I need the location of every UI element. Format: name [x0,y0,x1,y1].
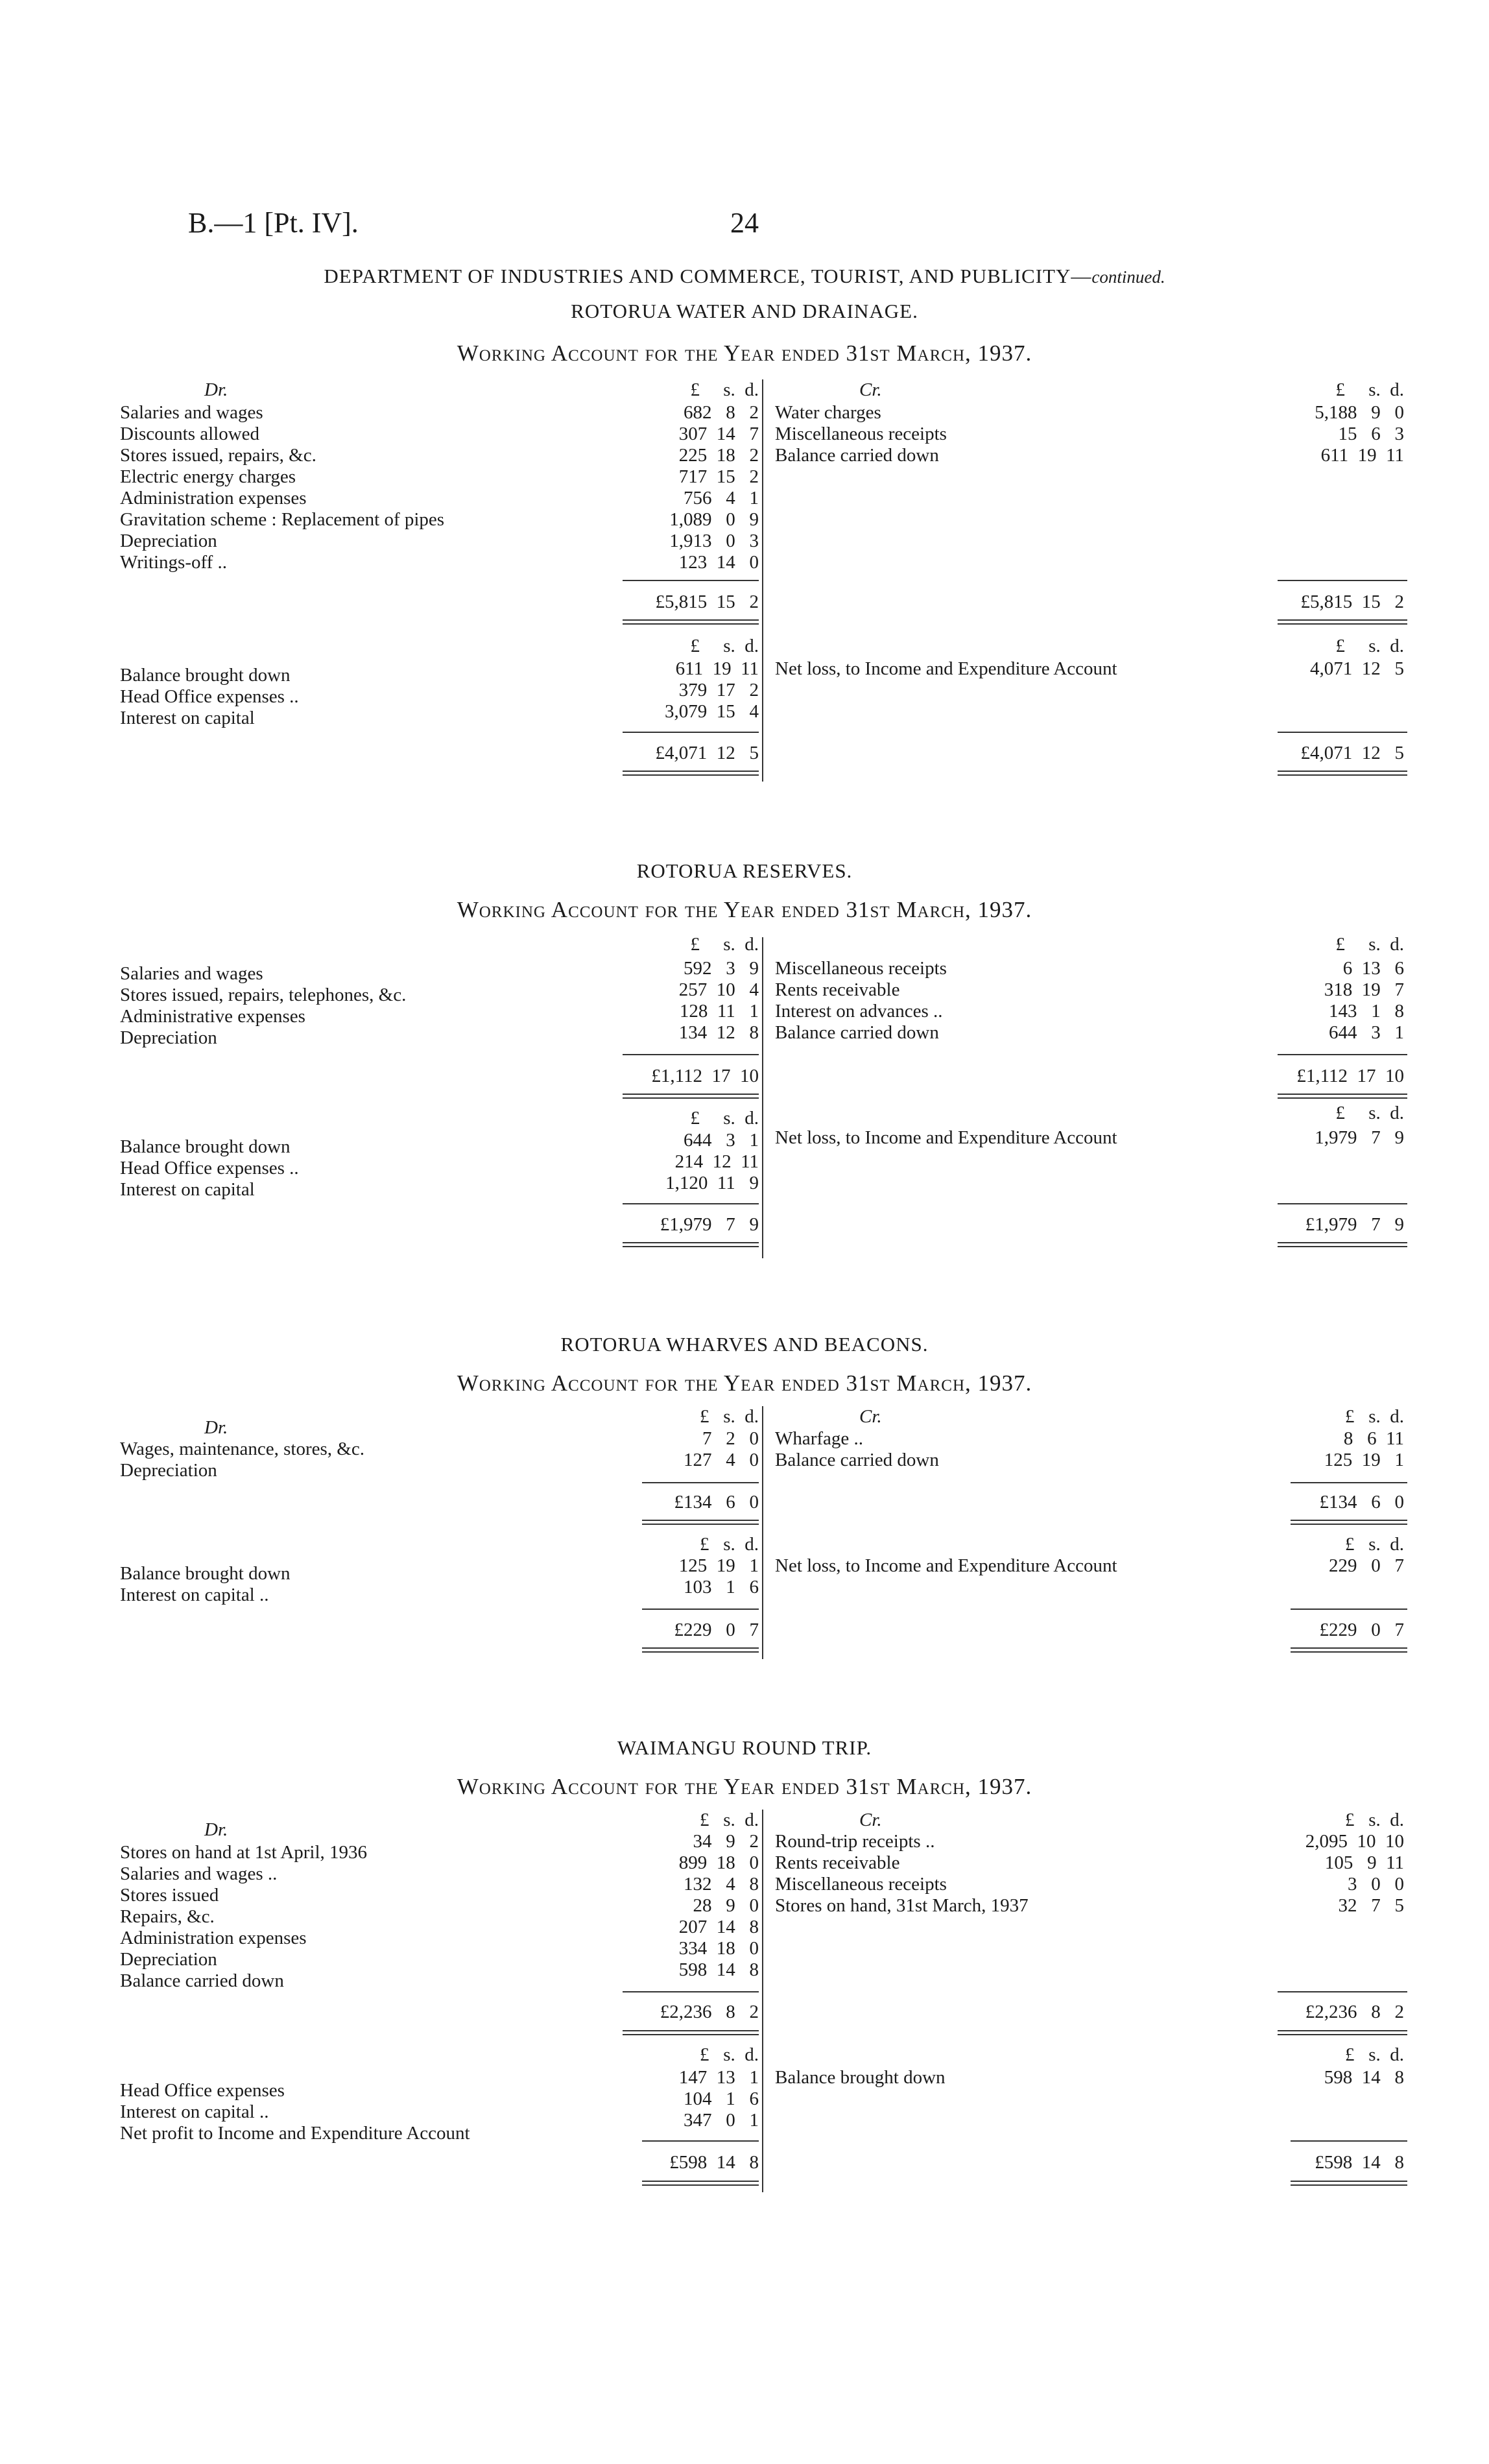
dr-lsd-heading: £ s. d. [690,636,759,656]
debit-label: Interest on capital .. [120,1585,269,1605]
credit-label: Miscellaneous receipts [775,958,947,979]
debit-label: Depreciation [120,1949,217,1970]
page-number: 24 [730,207,759,239]
debit-amount: 592 3 9 [684,958,759,979]
debit-amount: 7 2 0 [702,1428,759,1449]
debit-total: £1,112 17 10 [651,1066,759,1086]
debit-amount: 127 4 0 [684,1450,759,1470]
debit-total: £4,071 12 5 [655,743,759,763]
debit-label: Discounts allowed [120,424,260,444]
total-double-rule [623,771,759,776]
credit-label: Balance brought down [775,2067,946,2088]
debit-amount: 682 8 2 [684,402,759,423]
section-title: WAIMANGU ROUND TRIP. [617,1736,872,1759]
debit-amount: 3,079 15 4 [665,701,759,722]
total-double-rule [1291,1520,1407,1525]
credit-total: £1,979 7 9 [1305,1214,1404,1235]
subtotal-rule [642,1482,759,1483]
debit-label: Stores on hand at 1st April, 1936 [120,1842,368,1863]
dr-heading: Dr. [204,1417,228,1438]
debit-total: £1,979 7 9 [660,1214,759,1235]
credit-total: £134 6 0 [1319,1492,1404,1513]
department-continued: continued. [1091,267,1165,287]
debit-label: Administrative expenses [120,1006,305,1027]
dr-lsd-heading: £ s. d. [690,1108,759,1129]
credit-amount: 3 0 0 [1348,1874,1404,1895]
debit-amount: 717 15 2 [678,466,759,487]
credit-label: Miscellaneous receipts [775,1874,947,1895]
credit-label: Wharfage .. [775,1428,864,1449]
cr-lsd-heading: £ s. d. [1344,2044,1404,2065]
total-double-rule [642,1647,759,1653]
debit-label: Net profit to Income and Expenditure Account [120,2123,470,2144]
credit-label: Rents receivable [775,979,900,1000]
debit-amount: 611 19 11 [675,658,759,679]
subtotal-rule [1278,1054,1407,1055]
dr-heading: Dr. [204,1819,228,1840]
cr-lsd-heading: £ s. d. [1335,934,1404,955]
subtotal-rule [1278,732,1407,733]
debit-label: Administration expenses [120,1928,307,1948]
credit-amount: 318 19 7 [1324,979,1404,1000]
subtotal-rule [1291,2140,1407,2142]
debit-amount: 34 9 2 [693,1831,759,1852]
debit-amount: 125 19 1 [678,1555,759,1576]
dr-lsd-heading: £ s. d. [690,379,759,400]
column-divider [762,1810,763,2192]
credit-label: Balance carried down [775,1450,939,1470]
debit-amount: 1,089 0 9 [669,509,759,530]
debit-amount: 598 14 8 [678,1959,759,1980]
cr-heading: Cr. [859,379,882,400]
debit-amount: 644 3 1 [684,1130,759,1151]
debit-label: Interest on capital .. [120,2101,269,2122]
debit-amount: 347 0 1 [684,2110,759,2131]
debit-label: Balance brought down [120,665,291,686]
debit-label: Stores issued, repairs, telephones, &c. [120,985,407,1005]
cr-lsd-heading: £ s. d. [1335,379,1404,400]
debit-total: £229 0 7 [674,1620,759,1640]
debit-amount: 207 14 8 [678,1917,759,1937]
subtotal-rule [623,1991,759,1992]
debit-label: Writings-off .. [120,552,228,573]
debit-amount: 379 17 2 [678,680,759,700]
column-divider [762,1406,763,1659]
debit-label: Balance carried down [120,1970,284,1991]
subtotal-rule [642,2140,759,2142]
credit-amount: 4,071 12 5 [1310,658,1404,679]
column-divider [762,937,763,1258]
account-title: Working Account for the Year ended 31st March, 1937. [457,1370,1032,1396]
credit-label: Round-trip receipts .. [775,1831,935,1852]
credit-label: Net loss, to Income and Expenditure Account [775,1555,1117,1576]
cr-heading: Cr. [859,1810,882,1830]
debit-label: Wages, maintenance, stores, &c. [120,1439,364,1459]
credit-total: £598 14 8 [1315,2152,1404,2173]
total-double-rule [642,1520,759,1525]
section-title: ROTORUA RESERVES. [636,859,853,882]
debit-amount: 134 12 8 [678,1022,759,1043]
debit-amount: 756 4 1 [684,488,759,508]
debit-label: Salaries and wages .. [120,1863,278,1884]
debit-label: Depreciation [120,1460,217,1481]
credit-amount: 105 9 11 [1324,1852,1404,1873]
total-double-rule [1278,1242,1407,1247]
debit-label: Gravitation scheme : Replacement of pipes [120,509,445,530]
debit-label: Stores issued [120,1885,219,1906]
credit-total: £2,236 8 2 [1305,2002,1404,2022]
credit-amount: 15 6 3 [1338,424,1404,444]
debit-total: £598 14 8 [669,2152,759,2173]
cr-lsd-heading: £ s. d. [1344,1810,1404,1830]
debit-label: Interest on capital [120,1179,255,1200]
subtotal-rule [623,1054,759,1055]
credit-label: Miscellaneous receipts [775,424,947,444]
debit-amount: 128 11 1 [679,1001,759,1022]
section-title: ROTORUA WATER AND DRAINAGE. [571,300,918,322]
subtotal-rule [623,1203,759,1204]
credit-label: Rents receivable [775,1852,900,1873]
debit-amount: 123 14 0 [678,552,759,573]
subtotal-rule [642,1609,759,1610]
subtotal-rule [623,580,759,581]
debit-label: Stores issued, repairs, &c. [120,445,316,466]
debit-amount: 104 1 6 [684,2088,759,2109]
credit-amount: 125 19 1 [1324,1450,1404,1470]
debit-amount: 899 18 0 [678,1852,759,1873]
cr-lsd-heading: £ s. d. [1344,1406,1404,1427]
dr-lsd-heading: £ s. d. [699,1534,759,1555]
debit-label: Electric energy charges [120,466,296,487]
credit-total: £4,071 12 5 [1300,743,1404,763]
debit-label: Repairs, &c. [120,1906,215,1927]
total-double-rule [1278,1094,1407,1099]
debit-label: Balance brought down [120,1563,291,1584]
subtotal-rule [1278,580,1407,581]
credit-amount: 32 7 5 [1338,1895,1404,1916]
dr-lsd-heading: £ s. d. [699,1810,759,1830]
credit-total: £1,112 17 10 [1296,1066,1404,1086]
subtotal-rule [1278,1203,1407,1204]
subtotal-rule [623,732,759,733]
total-double-rule [623,619,759,625]
debit-amount: 147 13 1 [678,2067,759,2088]
subtotal-rule [1291,1482,1407,1483]
cr-heading: Cr. [859,1406,882,1427]
credit-label: Balance carried down [775,445,939,466]
total-double-rule [1291,2181,1407,2186]
debit-amount: 334 18 0 [678,1938,759,1959]
credit-amount: 1,979 7 9 [1315,1127,1404,1148]
credit-amount: 229 0 7 [1329,1555,1404,1576]
debit-amount: 132 4 8 [684,1874,759,1895]
total-double-rule [1291,1647,1407,1653]
debit-label: Interest on capital [120,708,255,728]
credit-amount: 611 19 11 [1320,445,1404,466]
credit-amount: 644 3 1 [1329,1022,1404,1043]
account-title: Working Account for the Year ended 31st March, 1937. [457,341,1032,366]
credit-label: Water charges [775,402,881,423]
credit-label: Balance carried down [775,1022,939,1043]
account-title: Working Account for the Year ended 31st March, 1937. [457,897,1032,922]
debit-amount: 1,913 0 3 [669,531,759,551]
department-title [0,265,1489,288]
debit-label: Administration expenses [120,488,307,508]
cr-lsd-heading: £ s. d. [1344,1534,1404,1555]
credit-amount: 5,188 9 0 [1315,402,1404,423]
department-name: DEPARTMENT OF INDUSTRIES AND COMMERCE, TOURIST, AND PUBLICITY— [324,265,1092,287]
credit-amount: 143 1 8 [1329,1001,1404,1022]
debit-amount: 307 14 7 [678,424,759,444]
credit-label: Stores on hand, 31st March, 1937 [775,1895,1029,1916]
credit-label: Interest on advances .. [775,1001,943,1022]
debit-total: £2,236 8 2 [660,2002,759,2022]
account-title: Working Account for the Year ended 31st March, 1937. [457,1774,1032,1799]
debit-total: £5,815 15 2 [655,592,759,612]
debit-label: Depreciation [120,531,217,551]
report-code: B.—1 [Pt. IV]. [188,207,359,239]
total-double-rule [642,2181,759,2186]
total-double-rule [623,1094,759,1099]
dr-lsd-heading: £ s. d. [690,934,759,955]
debit-amount: 103 1 6 [684,1577,759,1597]
debit-amount: 214 12 11 [674,1151,759,1172]
column-divider [762,379,763,782]
dr-heading: Dr. [204,379,228,400]
debit-label: Depreciation [120,1027,217,1048]
dr-lsd-heading: £ s. d. [699,2044,759,2065]
debit-amount: 1,120 11 9 [665,1173,759,1193]
total-double-rule [1278,619,1407,625]
debit-amount: 225 18 2 [678,445,759,466]
total-double-rule [623,2030,759,2035]
debit-label: Balance brought down [120,1136,291,1157]
credit-amount: 8 6 11 [1343,1428,1404,1449]
total-double-rule [623,1242,759,1247]
debit-label: Head Office expenses .. [120,1158,299,1178]
section-title: ROTORUA WHARVES AND BEACONS. [560,1333,929,1356]
debit-total: £134 6 0 [674,1492,759,1513]
subtotal-rule [1291,1609,1407,1610]
debit-amount: 28 9 0 [693,1895,759,1916]
debit-label: Salaries and wages [120,402,263,423]
dr-lsd-heading: £ s. d. [699,1406,759,1427]
cr-lsd-heading: £ s. d. [1335,1103,1404,1123]
total-double-rule [1278,2030,1407,2035]
credit-total: £5,815 15 2 [1300,592,1404,612]
credit-amount: 2,095 10 10 [1305,1831,1404,1852]
credit-total: £229 0 7 [1319,1620,1404,1640]
total-double-rule [1278,771,1407,776]
debit-label: Salaries and wages [120,963,263,984]
credit-amount: 6 13 6 [1342,958,1404,979]
credit-label: Net loss, to Income and Expenditure Account [775,658,1117,679]
debit-label: Head Office expenses .. [120,686,299,707]
cr-lsd-heading: £ s. d. [1335,636,1404,656]
subtotal-rule [1278,1991,1407,1992]
debit-label: Head Office expenses [120,2080,285,2101]
credit-label: Net loss, to Income and Expenditure Account [775,1127,1117,1148]
credit-amount: 598 14 8 [1324,2067,1404,2088]
debit-amount: 257 10 4 [678,979,759,1000]
